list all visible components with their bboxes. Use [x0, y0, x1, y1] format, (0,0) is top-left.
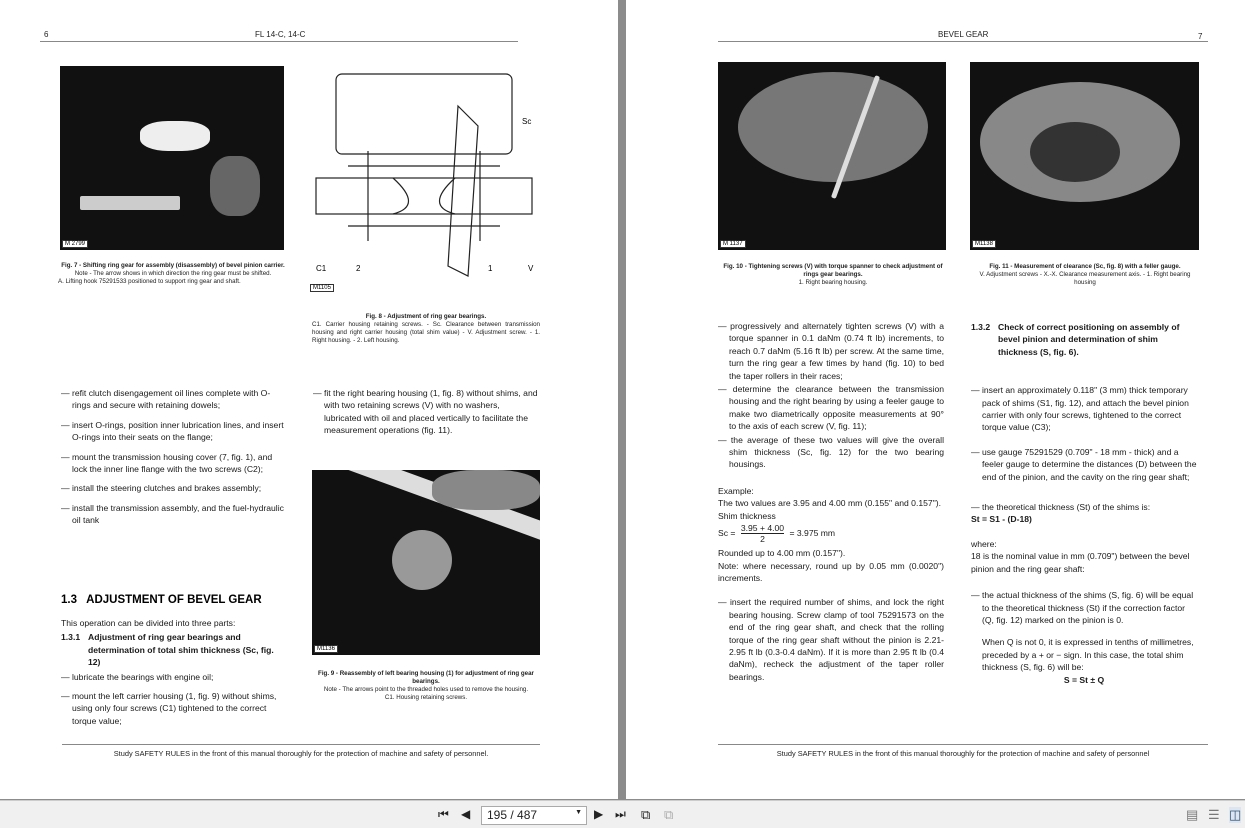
caption-title: Fig. 7 - Shifting ring gear for assembly (disassembly) of bevel pinion carrier.	[61, 262, 285, 269]
bullet: — install the steering clutches and brakes assembly;	[61, 483, 262, 494]
where-label: where:	[971, 538, 997, 549]
fig11-photo	[970, 62, 1199, 250]
bullet: — insert the required number of shims, and lock the right bearing housing. Screw clamp of tool 75291573 on the end of the ring gear shaft, and check that the rolling torque of the ring gear shaft without the pinion is 2.21-2.95 ft lb (0.3-0.4 daNm). If it is more than 2.95 ft lb (0.4 daNm), recheck the adjustment of the taper roller bearings.	[718, 597, 944, 682]
bullet: — insert O-rings, position inner lubrication lines, and insert O-rings into their seats on the flange;	[61, 419, 284, 443]
single-page-view-icon[interactable]: ▤	[1186, 807, 1199, 822]
caption-legend: V. Adjustment screws - X.-X. Clearance measurement axis. - 1. Right bearing housing	[979, 271, 1191, 286]
formula-denominator: 2	[760, 534, 765, 545]
diagram-label: 1	[488, 264, 493, 273]
bullet: — progressively and alternately tighten screws (V) with a torque spanner in 0.1 daNm (0.74 ft lb) increments, to reach 0.7 daNm (5.16 ft lb) per screw. At the same time, turn the ring gear a few times by hand (fig. 10) to bed the taper rollers in their races;	[718, 321, 944, 381]
caption-legend: C1. Carrier housing retaining screws. - Sc. Clearance between transmission housing and right carrier housing (total shim value) - V. Adjustment screw. - 1. Right housing. - 2. Left housing.	[312, 321, 540, 344]
section-intro: This operation can be divided into three parts:	[61, 618, 236, 628]
running-title: FL 14-C, 14-C	[255, 30, 306, 39]
diagram-label: V	[528, 264, 534, 273]
running-title: BEVEL GEAR	[938, 30, 989, 39]
caption-legend: 1. Right bearing housing.	[798, 279, 868, 286]
diagram-label: C1	[316, 264, 327, 273]
diagram-label: Sc	[522, 117, 532, 126]
last-page-button[interactable]: ⏭	[615, 807, 626, 821]
s-formula: S = St ± Q	[1063, 674, 1105, 685]
bullet: — the actual thickness of the shims (S, fig. 6) will be equal to the theoretical thickness (St) if the correction factor (Q, fig. 12) marked on the pinion is 0.	[971, 590, 1194, 625]
caption-title: Fig. 8 - Adjustment of ring gear bearings.	[365, 313, 487, 320]
previous-page-button[interactable]: ◀	[461, 807, 471, 821]
continuous-view-icon[interactable]: ☰	[1208, 807, 1220, 822]
section-body	[61, 617, 287, 734]
first-page-button[interactable]: ⏮	[438, 807, 449, 821]
figure-tag: M1136	[314, 645, 338, 653]
bullet: — the average of these two values will give the overall shim thickness (Sc, fig. 12) for the two bearing housings.	[718, 434, 944, 470]
diagram-label: 2	[356, 264, 361, 273]
header-rule	[718, 41, 1208, 42]
subsection-number: 1.3.2	[971, 322, 991, 332]
q-text: When Q is not 0, it is expressed in tenths of millimetres, preceded by a + or − sign. In this case, the total shim thickness (S, fig. 6) will be:	[982, 637, 1194, 673]
bullet: — lubricate the bearings with engine oil;	[61, 671, 214, 682]
two-page-view-icon[interactable]: ◫	[1229, 807, 1242, 822]
bullet: — determine the clearance between the transmission housing and the right bearing by using a feeler gauge to make two diametrically opposite measurements at 90° to the axis of each screw (V, fig. 11);	[718, 384, 944, 432]
fig7-photo	[60, 66, 284, 250]
subsection-number: 1.3.1	[61, 632, 81, 643]
caption-note: Note - The arrow shows in which direction the ring gear must be shifted.	[74, 270, 272, 277]
fig11-caption	[970, 263, 1200, 287]
bullet: — mount the left carrier housing (1, fig. 9) without shims, using only four screws (C1) tightened to the correct torque value;	[61, 691, 277, 726]
formula-numerator: 3.95 + 4.00	[740, 523, 785, 534]
sc-formula	[718, 523, 944, 544]
fig7-caption	[58, 262, 288, 286]
shim-label: Shim thickness	[718, 510, 776, 521]
right-page	[626, 0, 1245, 799]
fig9-photo	[312, 470, 540, 655]
page-indicator: 195 / 487	[487, 808, 538, 822]
page-number: 6	[44, 30, 49, 39]
fig8-diagram	[308, 66, 540, 291]
bullet: — install the transmission assembly, and the fuel-hydraulic oil tank	[61, 502, 284, 526]
formula-lhs: Sc =	[718, 527, 736, 538]
bullet: — insert an approximately 0.118" (3 mm) thick temporary pack of shims (S1, fig. 12), and attach the bevel pinion carrier with only four screws, tightened to the correct torque value (C3);	[971, 385, 1189, 433]
header-rule	[40, 41, 518, 42]
page-number: 7	[1198, 32, 1203, 41]
page-selector[interactable]	[481, 806, 587, 825]
caption-title: Fig. 11 - Measurement of clearance (Sc, fig. 8) with a feller gauge.	[989, 263, 1181, 270]
subsection-title: Adjustment of ring gear bearings and determination of total shim thickness (Sc, fig. 12)	[88, 632, 274, 668]
left-page	[0, 0, 618, 799]
caption-note: Note - The arrows point to the threaded holes used to remove the housing.	[323, 686, 529, 693]
footer-rule	[62, 744, 540, 745]
viewer-toolbar	[0, 800, 1245, 828]
caption-legend: C1. Housing retaining screws.	[384, 694, 468, 701]
st-intro: — the theoretical thickness (St) of the shims is:	[971, 502, 1151, 513]
footer-rule	[718, 744, 1208, 745]
left-column-bullets	[61, 387, 287, 534]
subsection-heading	[61, 631, 287, 668]
fig10-caption	[718, 263, 948, 287]
next-page-button[interactable]: ▶	[594, 807, 604, 821]
figure-tag: M1138	[972, 240, 996, 248]
note-text: Note: where necessary, round up by 0.05 mm (0.0020") increments.	[718, 560, 944, 583]
example-label: Example:	[718, 485, 754, 496]
figure-tag: M 1137	[720, 240, 746, 248]
bullet: — refit clutch disengagement oil lines complete with O-rings and secure with retaining dowels;	[61, 388, 271, 411]
figure-tag: M1105	[310, 284, 334, 292]
rounded-text: Rounded up to 4.00 mm (0.157").	[718, 548, 846, 559]
fig8-caption	[312, 313, 540, 345]
bullet: — mount the transmission housing cover (7, fig. 1), and lock the inner line flange with the two screws (C2);	[61, 451, 273, 475]
example-text: The two values are 3.95 and 4.00 mm (0.155" and 0.157").	[718, 498, 941, 509]
st-formula: St = S1 - (D-18)	[971, 514, 1032, 525]
formula-rhs: = 3.975 mm	[789, 527, 836, 538]
fit-width-icon[interactable]: ⧉	[664, 807, 674, 822]
bullet: — fit the right bearing housing (1, fig. 8) without shims, and with two retaining screws (V) with no washers, lubricated with oil and placed vertically to facilitate the measurement operations (fig. 11).	[313, 388, 538, 436]
footer-text: Study SAFETY RULES in the front of this manual thoroughly for the protection of machine and safety of personnel.	[113, 749, 489, 758]
bullet: — use gauge 75291529 (0.709" - 18 mm - thick) and a feeler gauge to determine the distances (D) between the end of the pinion, and the cavity on the ring gear shaft;	[971, 446, 1197, 482]
fit-page-icon[interactable]: ⧉	[641, 807, 651, 822]
figure-tag: M 2799	[62, 240, 88, 248]
subsection-heading	[971, 321, 1197, 358]
left-column-text	[718, 320, 944, 690]
right-column-text	[971, 321, 1197, 686]
chevron-down-icon: ▼	[575, 809, 582, 816]
caption-title: Fig. 10 - Tightening screws (V) with torque spanner to check adjustment of rings gear bearings.	[723, 263, 943, 278]
section-heading: 1.3 ADJUSTMENT OF BEVEL GEAR	[61, 594, 262, 606]
fig10-photo	[718, 62, 946, 250]
footer-text: Study SAFETY RULES in the front of this manual thoroughly for the protection of machine and safety of personnel	[776, 749, 1150, 758]
fig9-caption	[312, 670, 540, 702]
caption-legend: A. Lifting hook 75291533 positioned to support ring gear and shaft.	[58, 278, 241, 285]
where-text: 18 is the nominal value in mm (0.709") between the bevel pinion and the ring gear shaft:	[971, 551, 1190, 574]
caption-title: Fig. 9 - Reassembly of left bearing housing (1) for adjustment of ring gear bearings.	[318, 670, 534, 685]
right-column-bullets	[313, 387, 539, 444]
subsection-title: Check of correct positioning on assembly of bevel pinion and determination of shim thickness (S, fig. 6).	[998, 322, 1180, 357]
